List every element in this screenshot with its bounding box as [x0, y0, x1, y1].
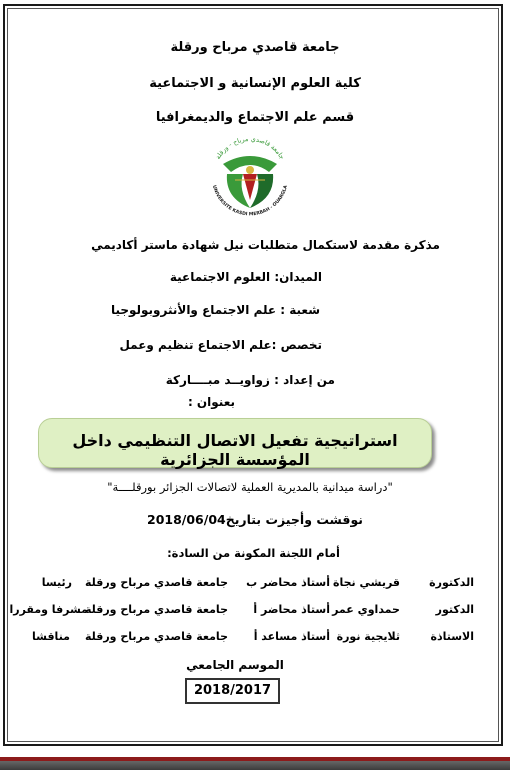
- university-name: جامعة قاصدي مرباح ورقلة: [170, 40, 340, 55]
- specialty-line: تخصص :علم الاجتماع تنظيم وعمل: [119, 338, 322, 352]
- committee-row: [0, 603, 510, 623]
- committee-label: أمام اللجنة المكونة من السادة:: [167, 546, 340, 560]
- member-title: الدكتورة: [429, 576, 474, 589]
- university-logo: [205, 128, 295, 223]
- faculty-name: كلية العلوم الإنسانية و الاجتماعية: [149, 76, 361, 91]
- prepared-by-line: من إعداد : زواويــد مبــــاركة: [165, 373, 335, 387]
- field-line: الميدان: العلوم الاجتماعية: [169, 270, 322, 284]
- member-role: رئيسا: [41, 576, 72, 589]
- logo-arabic-text: جامعة قاصدي مرباح - ورقلة: [213, 134, 287, 161]
- defense-date: نوقشت وأجيزت بتاريخ2018/06/04: [147, 512, 363, 527]
- branch-line: شعبة : علم الاجتماع والأنثروبولوجيا: [110, 303, 320, 317]
- member-title: الاستاذة: [430, 630, 474, 643]
- member-rank: أستاذ مساعد أ: [253, 630, 330, 643]
- member-role: مشرفا ومقررا: [9, 603, 88, 616]
- season-label: الموسم الجامعي: [186, 658, 284, 672]
- thesis-subtitle: "دراسة ميدانية بالمديرية العملية لاتصالات الجزائر بورقلــــة": [107, 480, 393, 494]
- member-role: مناقشا: [32, 630, 70, 643]
- member-university: جامعة قاصدي مرباح ورقلة: [84, 576, 228, 589]
- committee-row: [0, 630, 510, 650]
- thesis-title-box: [38, 418, 432, 468]
- member-university: جامعة قاصدي مرباح ورقلة: [84, 603, 228, 616]
- thesis-note: مذكرة مقدمة لاستكمال متطلبات نيل شهادة ماستر أكاديمي: [91, 238, 440, 252]
- academic-year-box: [185, 678, 280, 704]
- member-rank: أستاذ محاضر ب: [246, 576, 330, 589]
- bottom-decorative-bar: [0, 757, 510, 770]
- member-rank: أستاذ محاضر أ: [253, 603, 330, 616]
- member-title: الدكتور: [435, 603, 474, 616]
- member-name: قريشي نجاة: [332, 576, 400, 589]
- academic-year: 2018/2017: [193, 683, 272, 698]
- member-name: ثلايجية نورة: [336, 630, 400, 643]
- logo-latin-text: UNIVERSITE KASDI MERBAH - OUARGLA: [210, 184, 290, 218]
- bottom-red-stripe: [0, 757, 510, 761]
- department-name: قسم علم الاجتماع والديمغرافيا: [155, 110, 355, 125]
- committee-row: [0, 576, 510, 596]
- member-university: جامعة قاصدي مرباح ورقلة: [84, 630, 228, 643]
- member-name: حمداوي عمر: [332, 603, 400, 616]
- thesis-title: استراتيجية تفعيل الاتصال التنظيمي داخل المؤسسة الجزائرية: [72, 431, 398, 469]
- title-label: بعنوان :: [187, 395, 235, 409]
